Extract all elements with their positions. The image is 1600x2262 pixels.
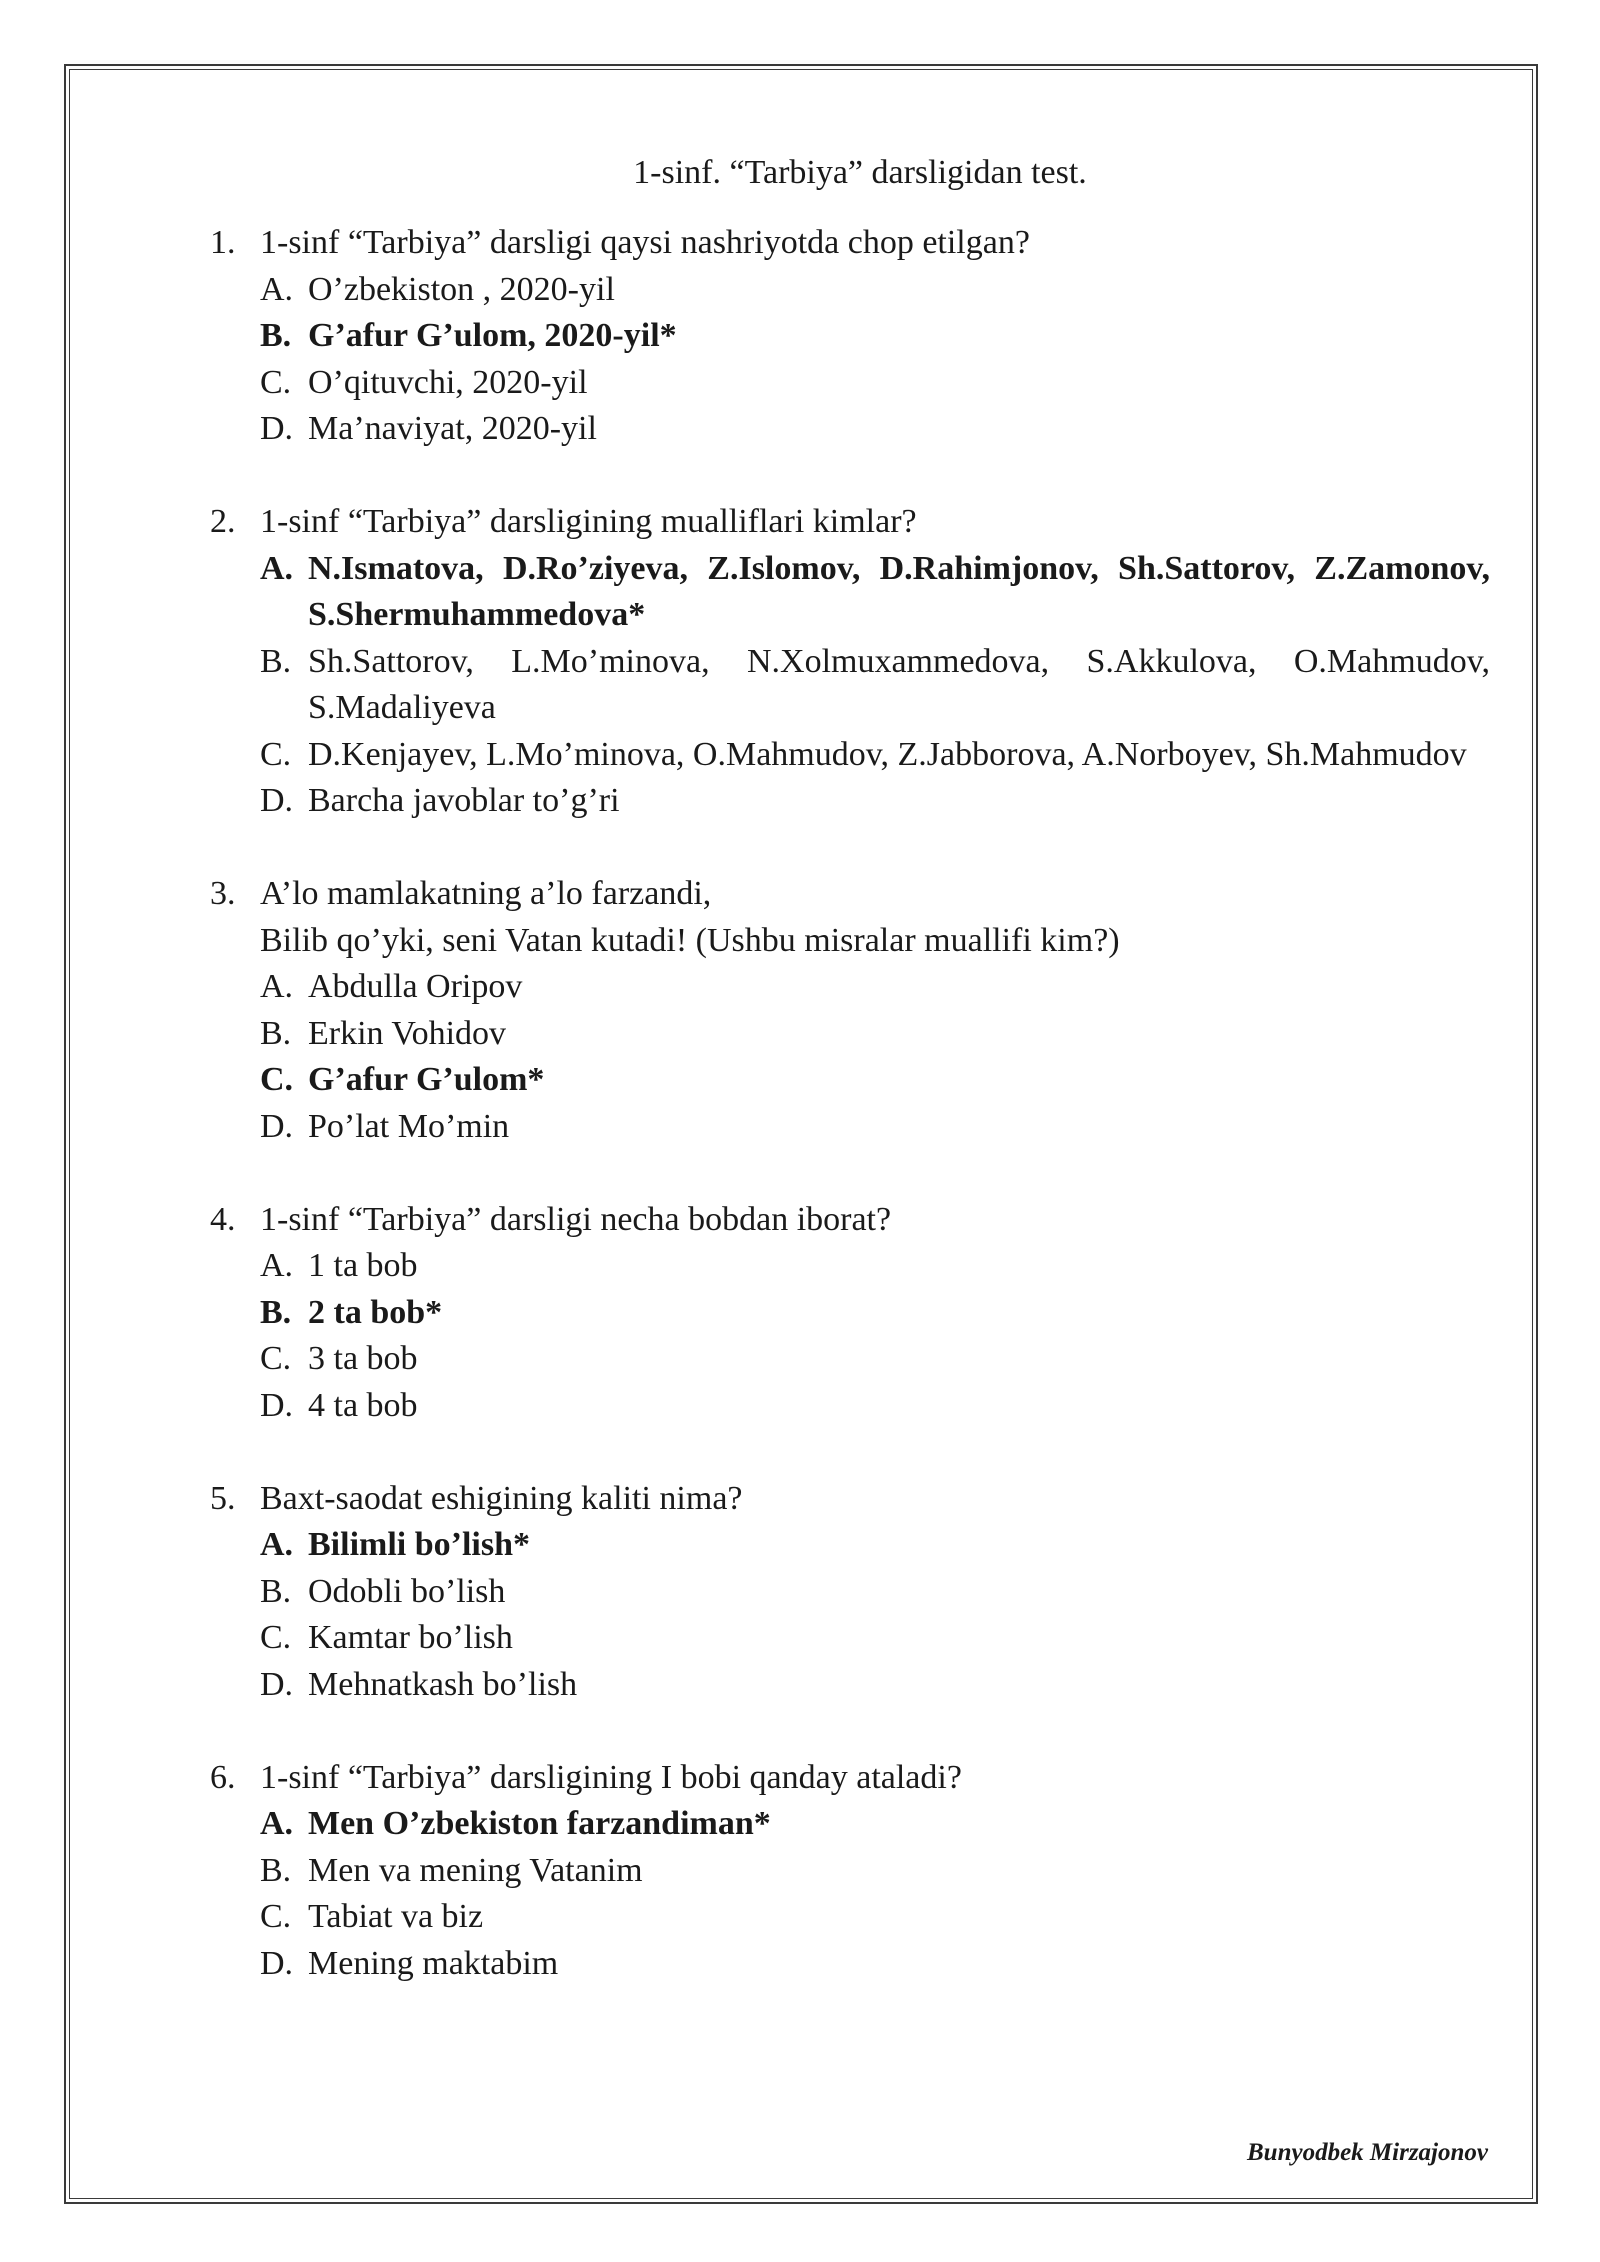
question-text: [210, 1755, 1490, 1802]
answer-option-d: [260, 1941, 1490, 1988]
answer-option-b: [260, 1569, 1490, 1616]
question-text: [210, 499, 1490, 546]
option-text: Po’lat Mo’min: [308, 1107, 510, 1145]
question-line: 1-sinf “Tarbiya” darsligining I bobi qanday ataladi?: [260, 1758, 962, 1796]
question-3: [210, 871, 1490, 1150]
option-letter: A.: [260, 1805, 294, 1842]
option-text: Bilimli bo’lish*: [308, 1526, 530, 1563]
option-text: Mening maktabim: [308, 1944, 559, 1982]
answer-option-d: [260, 1104, 1490, 1151]
option-text: D.Kenjayev, L.Mo’minova, O.Mahmudov, Z.Jabborova, A.Norboyev, Sh.Mahmudov: [308, 735, 1467, 773]
answer-option-c: [260, 1894, 1490, 1941]
answer-option-c: [260, 732, 1490, 779]
answer-option-d: [260, 1662, 1490, 1709]
answer-option-a: [260, 1243, 1490, 1290]
question-5: [210, 1476, 1490, 1709]
option-text: Erkin Vohidov: [308, 1014, 507, 1052]
option-text: G’afur G’ulom, 2020-yil*: [308, 317, 677, 354]
answer-options: [260, 1522, 1490, 1708]
question-text: [210, 918, 1490, 965]
option-letter: A.: [260, 1247, 294, 1284]
answer-option-a-correct: [260, 546, 1490, 639]
question-line: 1-sinf “Tarbiya” darsligi necha bobdan iborat?: [260, 1200, 892, 1238]
option-letter: D.: [260, 782, 294, 819]
option-letter: A.: [260, 968, 294, 1005]
option-letter: C.: [260, 1898, 292, 1935]
option-letter: C.: [260, 1340, 292, 1377]
option-text: Odobli bo’lish: [308, 1572, 506, 1610]
option-text: Mehnatkash bo’lish: [308, 1665, 578, 1703]
question-text: [210, 1197, 1490, 1244]
question-text: [210, 1476, 1490, 1523]
option-letter: C.: [260, 735, 292, 773]
option-text: O’qituvchi, 2020-yil: [308, 363, 588, 401]
option-letter: D.: [260, 1665, 294, 1703]
question-1: [210, 220, 1490, 453]
author-signature: Bunyodbek Mirzajonov: [1246, 2139, 1488, 2166]
answer-option-d: [260, 778, 1490, 825]
option-text: 4 ta bob: [308, 1386, 418, 1424]
question-text: [210, 220, 1490, 267]
answer-option-a-correct: [260, 1801, 1490, 1848]
option-text: 1 ta bob: [308, 1247, 418, 1284]
option-text: Sh.Sattorov, L.Mo’minova, N.Xolmuxammedova, S.Akkulova, O.Mahmudov, S.Madaliyeva: [308, 642, 1490, 726]
question-number: 5.: [210, 1479, 236, 1517]
option-letter: A.: [260, 1526, 294, 1563]
option-letter: B.: [260, 1851, 292, 1889]
question-list: [210, 220, 1490, 2034]
question-number: 3.: [210, 875, 236, 912]
answer-option-b: [260, 639, 1490, 732]
document-title: 1-sinf. “Tarbiya” darsligidan test.: [633, 154, 1087, 191]
question-line: 1-sinf “Tarbiya” darsligining mualliflari kimlar?: [260, 503, 917, 540]
option-text: O’zbekiston , 2020-yil: [308, 270, 615, 308]
question-line: Baxt-saodat eshigining kaliti nima?: [260, 1479, 743, 1517]
answer-option-b: [260, 1848, 1490, 1895]
option-letter: B.: [260, 642, 292, 680]
option-letter: D.: [260, 1107, 294, 1145]
option-letter: B.: [260, 317, 292, 354]
option-letter: B.: [260, 1293, 292, 1331]
option-letter: D.: [260, 1944, 294, 1982]
option-text: Men O’zbekiston farzandiman*: [308, 1805, 771, 1842]
option-letter: C.: [260, 1061, 294, 1098]
answer-option-c: [260, 1336, 1490, 1383]
question-line: A’lo mamlakatning a’lo farzandi,: [260, 875, 712, 912]
question-line: 1-sinf “Tarbiya” darsligi qaysi nashriyotda chop etilgan?: [260, 224, 1030, 261]
answer-option-c: [260, 360, 1490, 407]
question-line: Bilib qo’yki, seni Vatan kutadi! (Ushbu misralar muallifi kim?): [260, 921, 1120, 959]
answer-options: [260, 267, 1490, 453]
answer-option-d: [260, 1383, 1490, 1430]
question-text: [210, 871, 1490, 918]
option-text: Abdulla Oripov: [308, 968, 523, 1005]
option-letter: C.: [260, 1619, 292, 1656]
option-letter: B.: [260, 1572, 292, 1610]
question-number: 6.: [210, 1758, 236, 1796]
option-text: Ma’naviyat, 2020-yil: [308, 410, 597, 447]
answer-options: [260, 1243, 1490, 1429]
option-letter: B.: [260, 1014, 292, 1052]
option-letter: A.: [260, 270, 294, 308]
answer-options: [260, 964, 1490, 1150]
option-letter: C.: [260, 363, 292, 401]
answer-options: [260, 1801, 1490, 1987]
option-text: N.Ismatova, D.Ro’ziyeva, Z.Islomov, D.Rahimjonov, Sh.Sattorov, Z.Zamonov, S.Shermuhammedova*: [308, 549, 1490, 633]
option-letter: D.: [260, 1386, 294, 1424]
option-text: Men va mening Vatanim: [308, 1851, 643, 1889]
option-text: Barcha javoblar to’g’ri: [308, 782, 620, 819]
question-2: [210, 499, 1490, 825]
option-text: 2 ta bob*: [308, 1293, 443, 1331]
question-6: [210, 1755, 1490, 1988]
answer-option-a: [260, 267, 1490, 314]
answer-option-b-correct: [260, 1290, 1490, 1337]
answer-option-c-correct: [260, 1057, 1490, 1104]
answer-option-b-correct: [260, 313, 1490, 360]
question-number: 2.: [210, 503, 236, 540]
answer-option-a: [260, 964, 1490, 1011]
option-text: Kamtar bo’lish: [308, 1619, 513, 1656]
option-text: G’afur G’ulom*: [308, 1061, 545, 1098]
option-text: 3 ta bob: [308, 1340, 418, 1377]
question-number: 4.: [210, 1200, 236, 1238]
option-letter: A.: [260, 549, 294, 587]
answer-option-d: [260, 406, 1490, 453]
option-letter: D.: [260, 410, 294, 447]
answer-option-b: [260, 1011, 1490, 1058]
answer-option-c: [260, 1615, 1490, 1662]
answer-option-a-correct: [260, 1522, 1490, 1569]
answer-options: [260, 546, 1490, 825]
question-number: 1.: [210, 224, 236, 261]
option-text: Tabiat va biz: [308, 1898, 484, 1935]
question-4: [210, 1197, 1490, 1430]
